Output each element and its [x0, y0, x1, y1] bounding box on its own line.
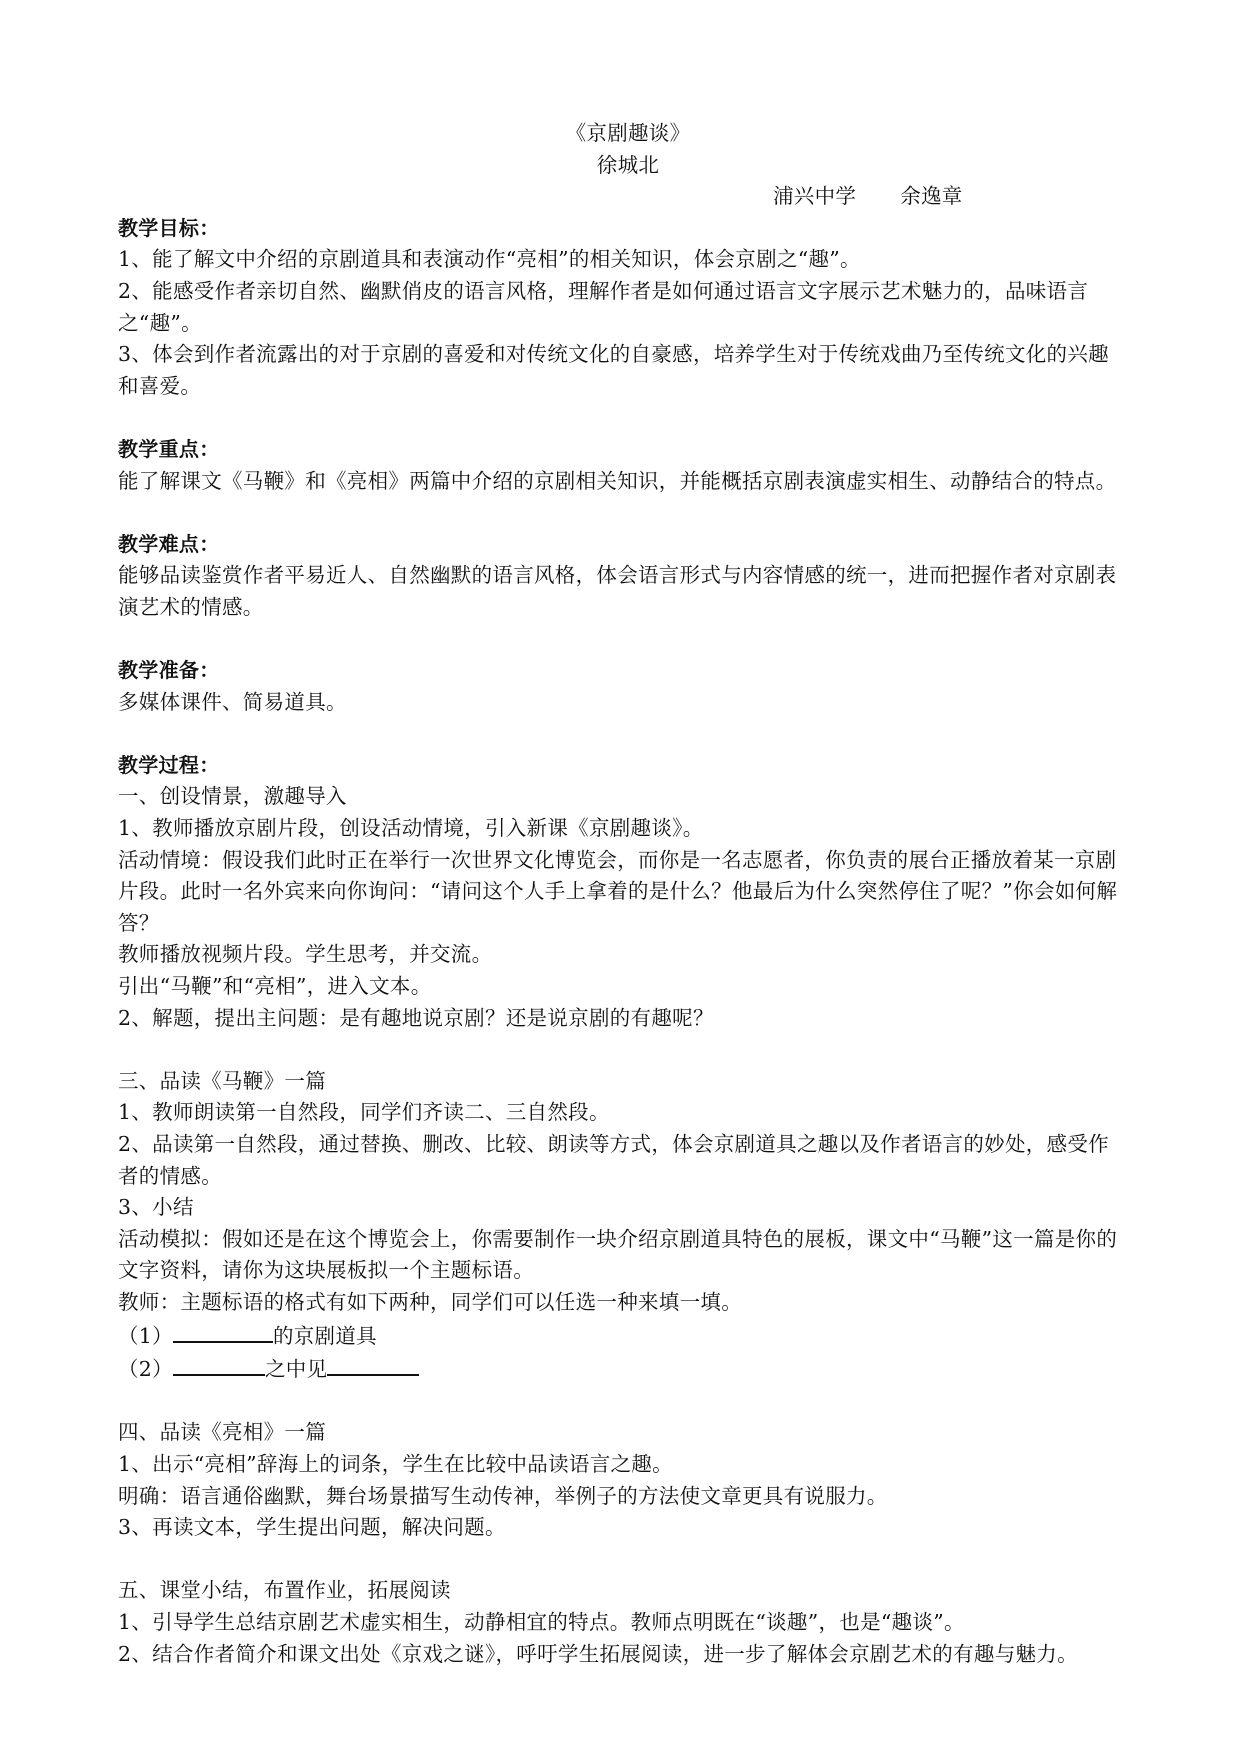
teacher-info	[118, 181, 1128, 213]
blank-line	[173, 1319, 273, 1343]
part3-line-1: 1、教师朗读第一自然段，同学们齐读二、三自然段。	[118, 1100, 610, 1125]
document-author: 徐城北	[596, 152, 660, 177]
difficulties-text: 能够品读鉴赏作者平易近人、自然幽默的语言风格，体会语言形式与内容情感的统一，进而把握作者对京剧表演艺术的情感。	[118, 563, 1117, 619]
key-points-text: 能了解课文《马鞭》和《亮相》两篇中介绍的京剧相关知识，并能概括京剧表演虚实相生、动静结合的特点。	[118, 468, 1117, 493]
objective-item-3: 3、体会到作者流露出的对于京剧的喜爱和对传统文化的自豪感，培养学生对于传统戏曲乃至传统文化的兴趣和喜爱。	[118, 342, 1109, 398]
objective-item-2: 2、能感受作者亲切自然、幽默俏皮的语言风格，理解作者是如何通过语言文字展示艺术魅力的，品味语言之“趣”。	[118, 278, 1089, 335]
blank-line	[173, 1352, 265, 1376]
fill-blank-1	[118, 1319, 1128, 1353]
fill-2-prefix: （2）	[118, 1357, 173, 1382]
objective-item-1: 1、能了解文中介绍的京剧道具和表演动作“亮相”的相关知识，体会京剧之“趣”。	[118, 247, 861, 272]
fill-1-suffix: 的京剧道具	[272, 1323, 377, 1348]
part4-title: 四、品读《亮相》一篇	[118, 1420, 326, 1445]
document-title: 《京剧趣谈》	[565, 121, 691, 145]
part3-line-2: 2、品读第一自然段，通过替换、删改、比较、朗读等方式，体会京剧道具之趣以及作者语言的妙处，感受作者的情感。	[118, 1132, 1109, 1188]
part5-line-1: 1、引导学生总结京剧艺术虚实相生，动静相宜的特点。教师点明既在“谈趣”，也是“趣谈”。	[118, 1609, 965, 1634]
document-body	[118, 118, 1128, 1670]
fill-blank-2	[118, 1352, 1128, 1386]
school-name: 浦兴中学	[773, 184, 857, 209]
process-heading: 教学过程：	[118, 752, 220, 777]
part4-line-1: 1、出示“亮相”辞海上的词条，学生在比较中品读语言之趣。	[118, 1451, 673, 1476]
part5-title: 五、课堂小结，布置作业，拓展阅读	[118, 1578, 451, 1603]
part3-line-3: 3、小结	[118, 1195, 194, 1220]
objectives-heading: 教学目标：	[118, 215, 220, 240]
fill-1-prefix: （1）	[118, 1323, 173, 1348]
part1-title: 一、创设情景，激趣导入	[118, 784, 347, 809]
part1-line-4: 引出“马鞭”和“亮相”，进入文本。	[118, 974, 432, 999]
part3-title: 三、品读《马鞭》一篇	[118, 1068, 326, 1093]
part4-line-2: 明确：语言通俗幽默，舞台场景描写生动传神，举例子的方法使文章更具有说服力。	[118, 1483, 888, 1508]
part1-line-5: 2、解题，提出主问题：是有趣地说京剧？还是说京剧的有趣呢？	[118, 1005, 714, 1030]
part4-line-3: 3、再读文本，学生提出问题，解决问题。	[118, 1515, 506, 1540]
fill-2-middle: 之中见	[264, 1357, 328, 1382]
blank-line	[327, 1352, 419, 1376]
preparation-heading: 教学准备：	[118, 658, 220, 683]
difficulties-heading: 教学难点：	[118, 531, 220, 556]
part3-line-4: 活动模拟：假如还是在这个博览会上，你需要制作一块介绍京剧道具特色的展板，课文中“马鞭”这一篇是你的文字资料，请你为这块展板拟一个主题标语。	[118, 1226, 1118, 1283]
part1-line-2: 活动情境：假设我们此时正在举行一次世界文化博览会，而你是一名志愿者，你负责的展台正播放着某一京剧片段。此时一名外宾来向你询问：“请问这个人手上拿着的是什么？他最后为什么突然停住了呢？”你会如何解答？	[118, 847, 1118, 935]
teacher-name: 余逸章	[900, 184, 963, 209]
part1-line-1: 1、教师播放京剧片段，创设活动情境，引入新课《京剧趣谈》。	[118, 816, 704, 841]
part5-line-2: 2、结合作者简介和课文出处《京戏之谜》，呼吁学生拓展阅读，进一步了解体会京剧艺术的有趣与魅力。	[118, 1641, 1078, 1666]
part3-line-5: 教师：主题标语的格式有如下两种，同学们可以任选一种来填一填。	[118, 1289, 742, 1314]
part1-line-3: 教师播放视频片段。学生思考，并交流。	[118, 942, 493, 967]
preparation-text: 多媒体课件、简易道具。	[118, 689, 347, 714]
key-points-heading: 教学重点：	[118, 436, 220, 461]
